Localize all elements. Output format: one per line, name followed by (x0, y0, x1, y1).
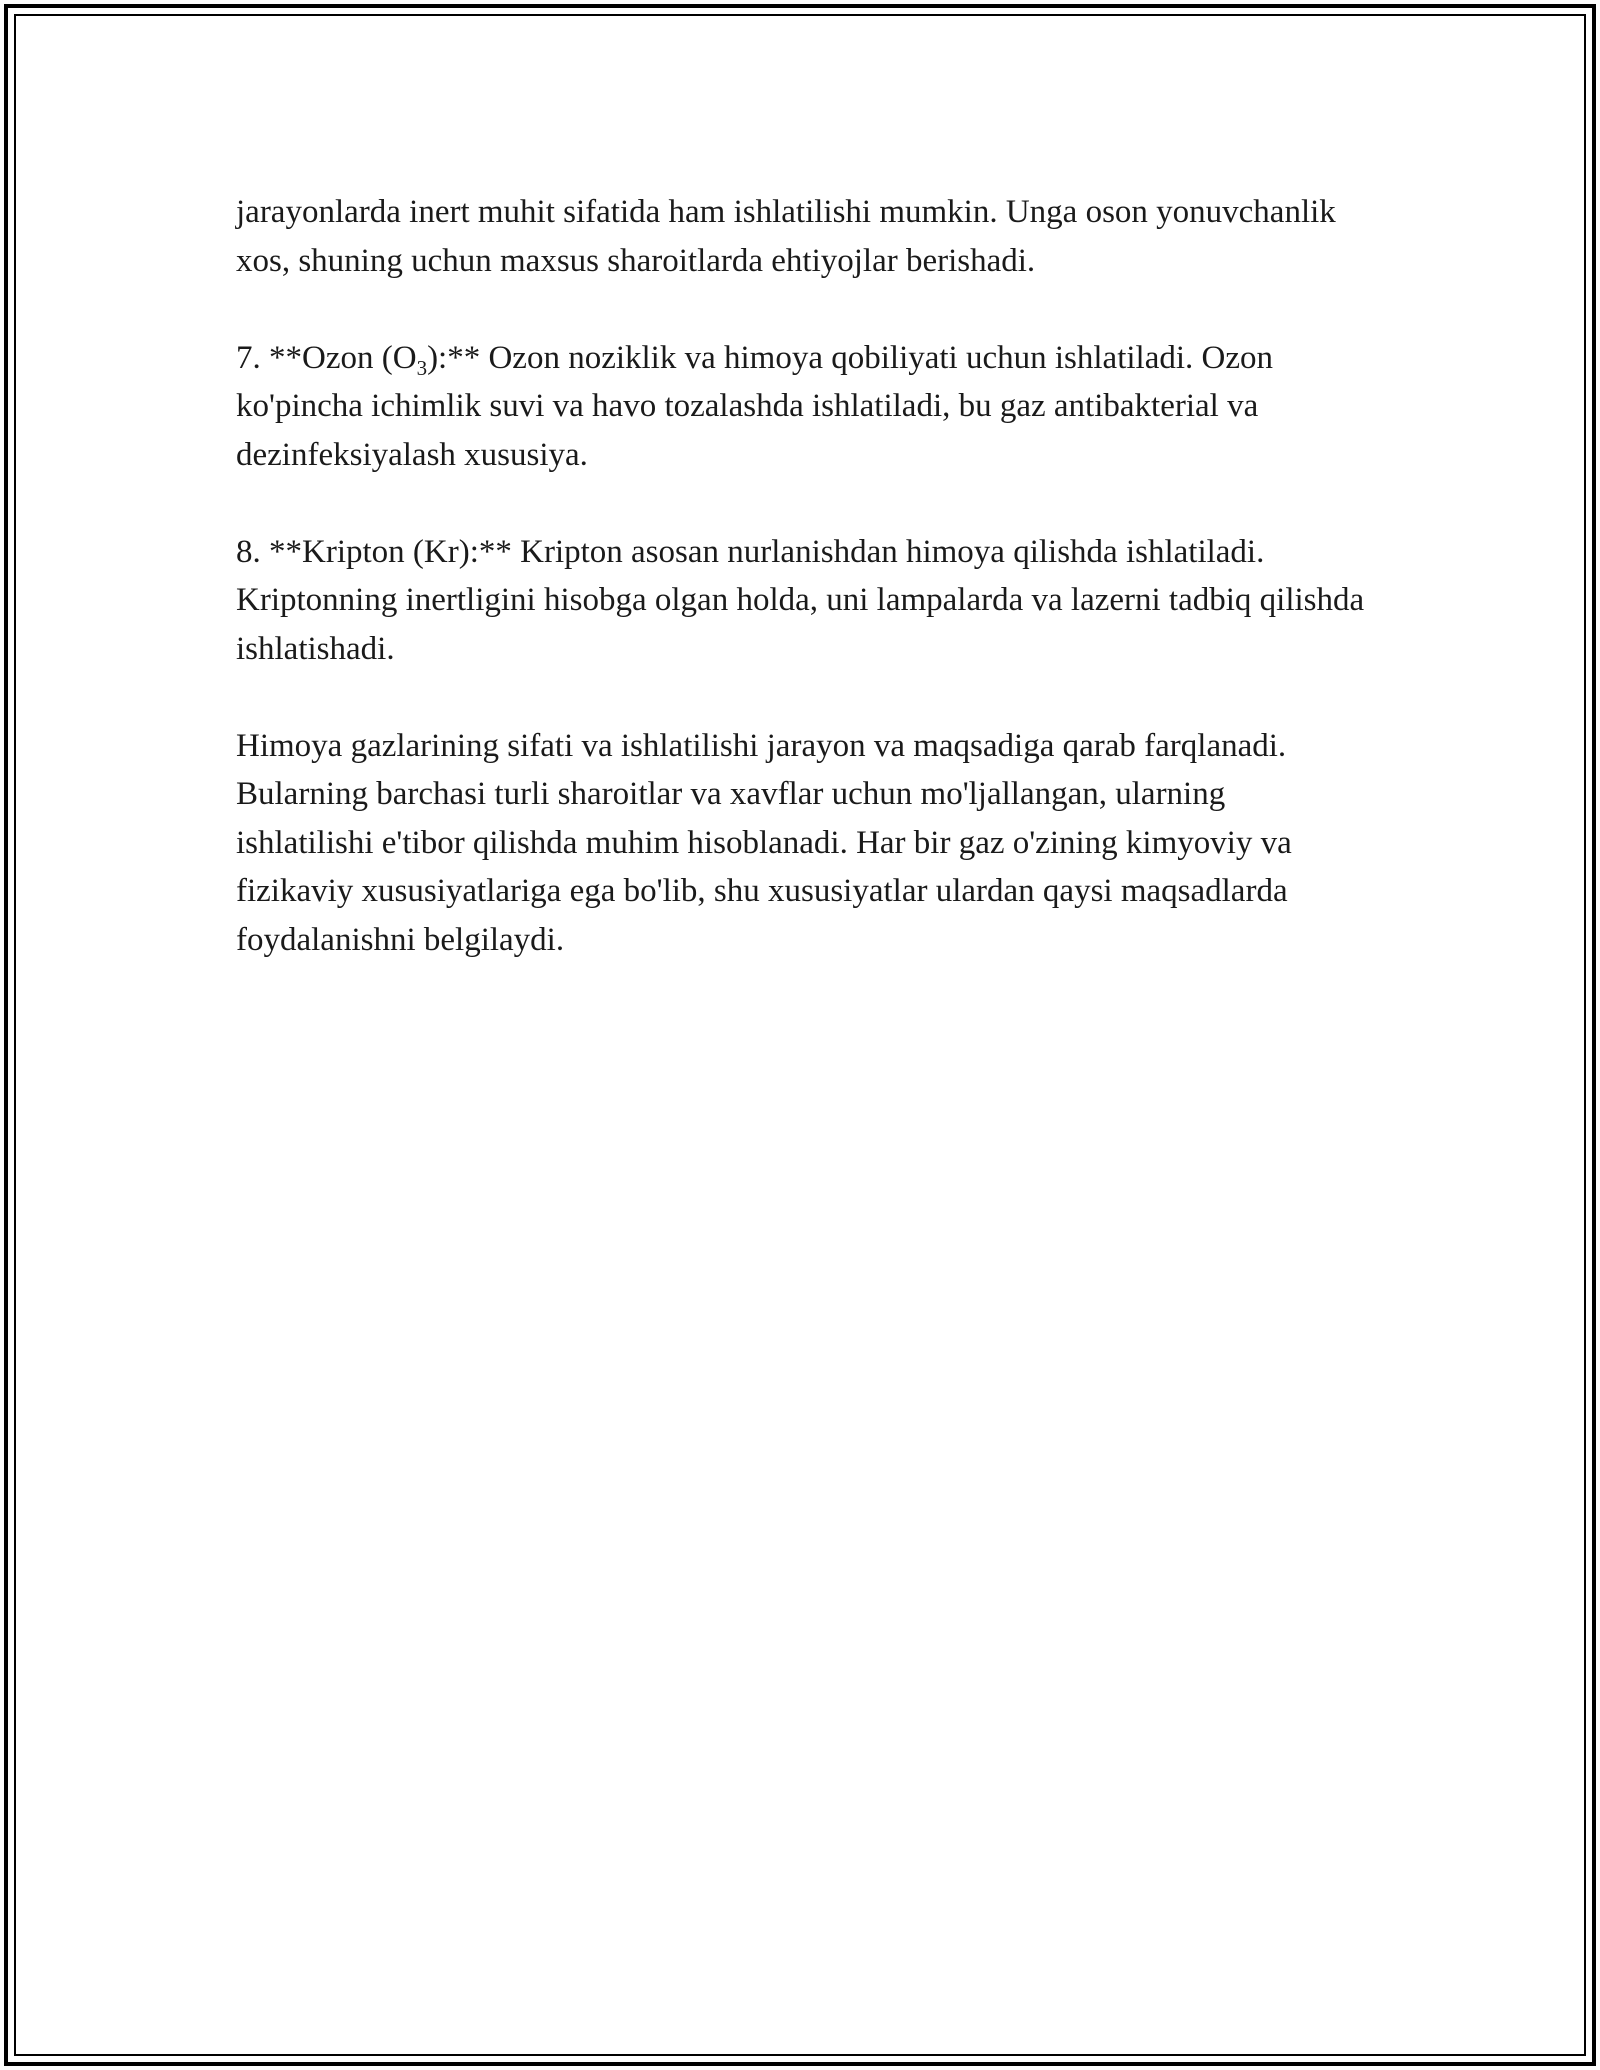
ozon-subscript: 3 (416, 355, 428, 380)
ozon-suffix: ):** Ozon noziklik va himoya qobiliyati uchun ishlatiladi. Ozon ko'pincha ichimlik suvi va havo tozalashda ishlatiladi, bu gaz antibakterial va dezinfeksiyalash xususiya. (236, 339, 1273, 473)
ozon-prefix: 7. **Ozon (O (236, 339, 417, 376)
list-item-kripton: 8. **Kripton (Kr):** Kripton asosan nurlanishdan himoya qilishda ishlatiladi. Kriptonning inertligini hisobga olgan holda, uni lampalarda va lazerni tadbiq qilishda ishlatishadi. (236, 533, 1365, 667)
document-body (236, 188, 1366, 1013)
list-item-ozon (236, 334, 1366, 480)
conclusion-paragraph: Himoya gazlarining sifati va ishlatilishi jarayon va maqsadiga qarab farqlanadi. Bularning barchasi turli sharoitlar va xavflar uchun mo'ljallangan, ularning ishlatilishi e'tibor qilishda muhim hisoblanadi. Har bir gaz o'zining kimyoviy va fizikaviy xususiyatlariga ega bo'lib, shu xususiyatlar ulardan qaysi maqsadlarda foydalanishni belgilaydi. (236, 727, 1292, 958)
continuation-paragraph: jarayonlarda inert muhit sifatida ham ishlatilishi mumkin. Unga oson yonuvchanlik xos, shuning uchun maxsus sharoitlarda ehtiyojlar berishadi. (236, 194, 1336, 279)
